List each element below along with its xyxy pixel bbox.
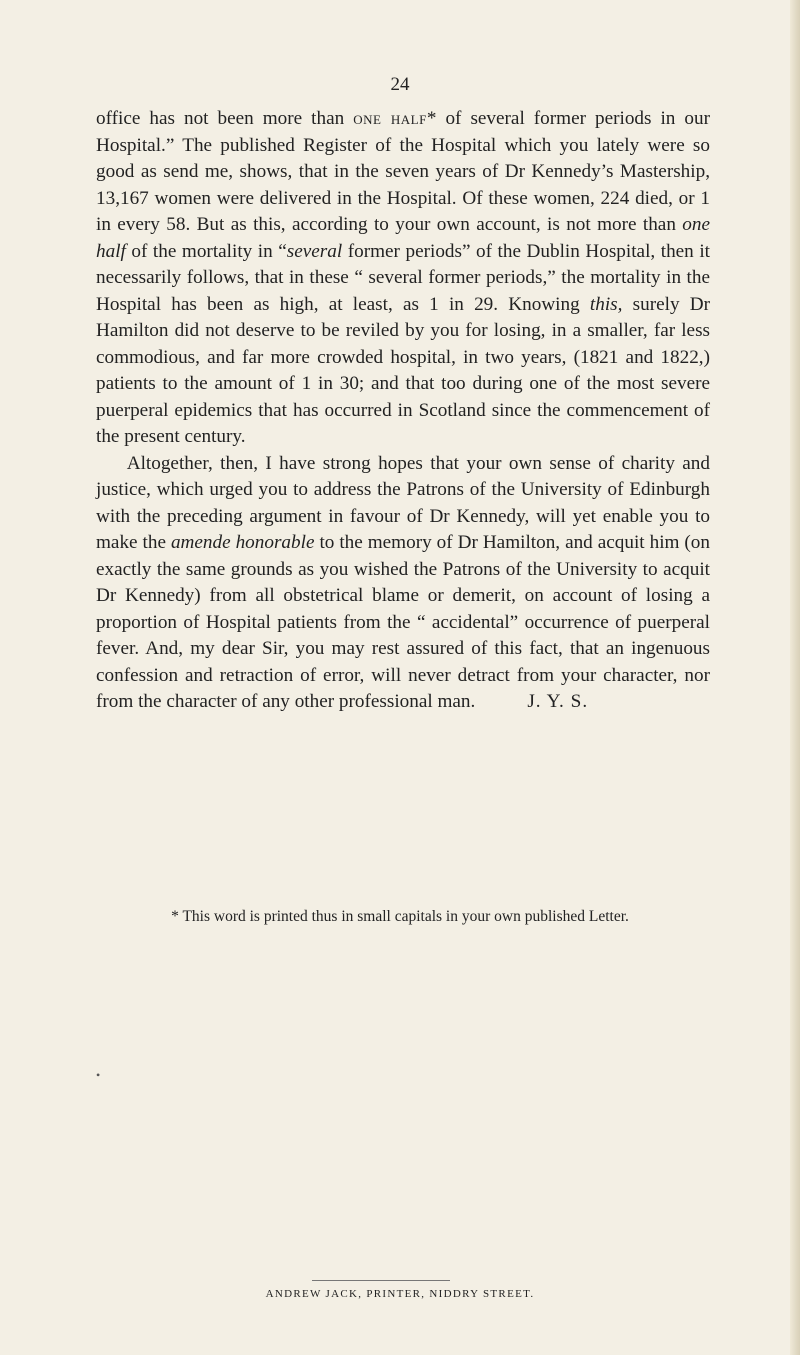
printer-imprint: ANDREW JACK, PRINTER, NIDDRY STREET.	[265, 1288, 535, 1300]
signature: J. Y. S.	[527, 691, 589, 712]
stray-mark: •	[96, 1068, 101, 1082]
printer-rule	[312, 1280, 450, 1281]
paragraph-1	[96, 106, 710, 451]
text-run: former periods” of the Dublin Hospital, then it necessarily follows, that in these “ several former periods,” the mortality in the Hospital has been as high, at least, as 1 in 29. Knowing	[96, 240, 710, 315]
text-run: surely Dr Hamilton did not deserve to be reviled by you for losing, in a smaller, far less commodious, and far more crowded hospital, in two years, (1821 and 1822,) patients to the amount of 1 in 30; and that too during one of the most severe puerperal epidemics that has occurred in Scotland since the commencement of the present century.	[96, 293, 711, 447]
page-edge	[790, 0, 800, 1355]
text-run: office has not been more than	[96, 108, 354, 129]
text-run: of the mortality in “	[125, 240, 287, 262]
paragraph-2	[96, 451, 710, 716]
page-number: 24	[390, 74, 410, 95]
italic-phrase: amende honorable	[170, 532, 315, 553]
footnote: * This word is printed thus in small capitals in your own published Letter.	[171, 908, 629, 925]
italic-phrase: this,	[589, 293, 623, 315]
italic-phrase: one half	[96, 214, 710, 262]
body-text	[96, 106, 710, 716]
text-run: to the memory of Dr Hamilton, and acquit him (on exactly the same grounds as you wished the Patrons of the University to acquit Dr Kennedy) from all obstetrical blame or demerit, on account of losing a proportion of Hospital patients from the “ accidental” occurrence of puerperal fever. And, my dear Sir, you may rest assured of this fact, that an ingenuous confession and retraction of error, will never detract from your character, nor from the character of any other professional man.	[96, 532, 710, 712]
small-caps-phrase: one half	[353, 108, 427, 129]
italic-phrase: several	[286, 240, 343, 262]
text-run: Altogether, then, I have strong hopes that your own sense of charity and justice, which urged you to address the Patrons of the University of Edinburgh with the preceding argument in favour of Dr Kennedy, will yet enable you to make the	[96, 452, 710, 553]
text-run: * of several former periods in our Hospital.” The published Register of the Hospital which you lately were so good as send me, shows, that in the seven years of Dr Kennedy’s Mastership, 13,167 women were delivered in the Hospital. Of these women, 224 died, or 1 in every 58. But as this, according to your own account, is not more than	[96, 108, 710, 235]
